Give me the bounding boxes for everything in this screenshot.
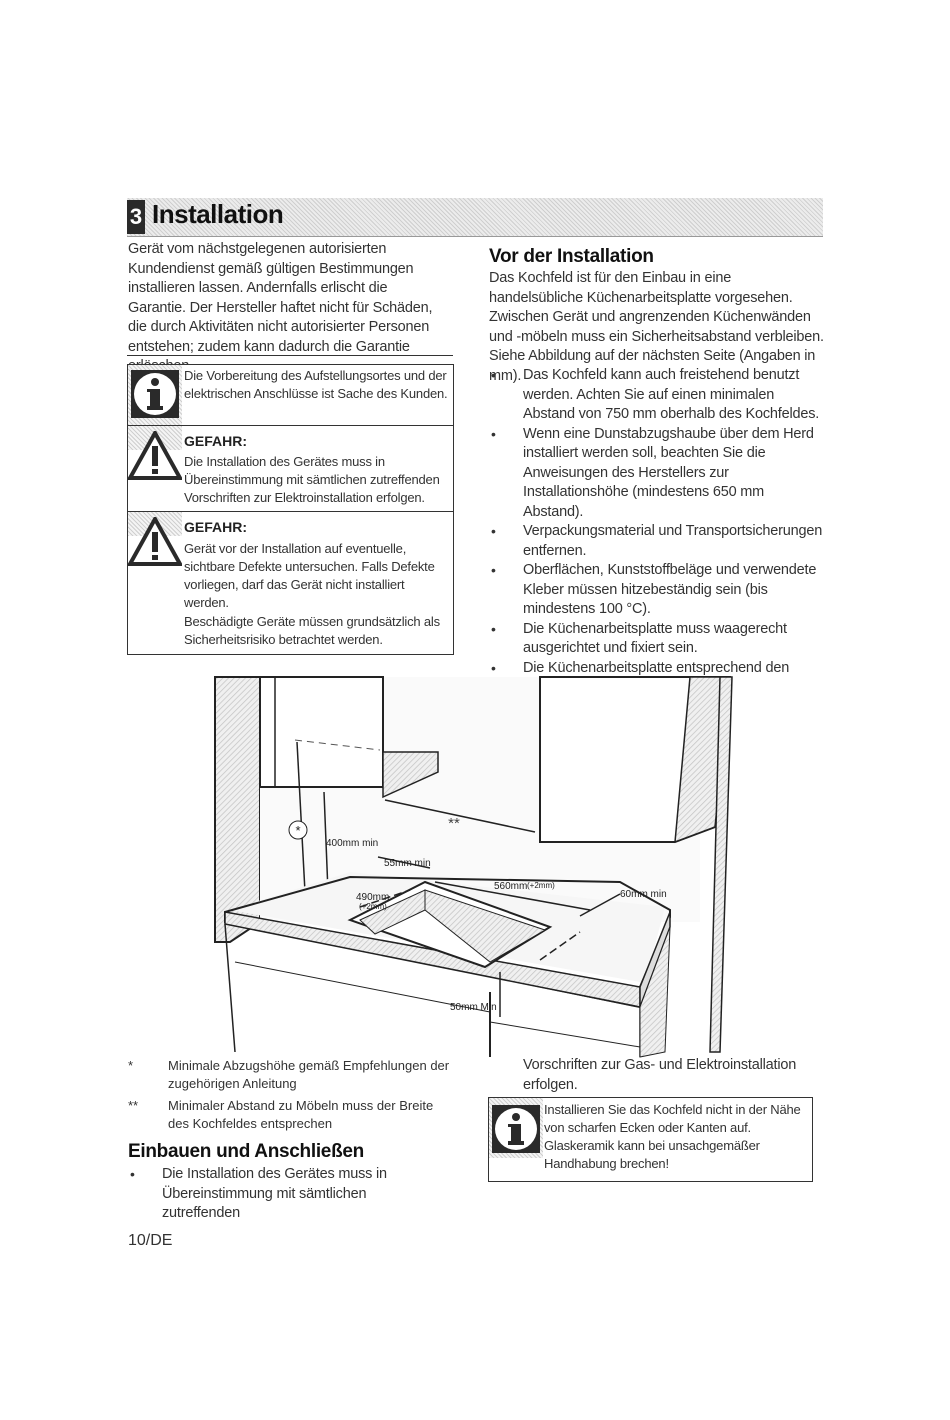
info-icon: [131, 370, 179, 418]
einbauen-continued: Vorschriften zur Gas- und Elektroinstallation erfolgen.: [523, 1057, 797, 1093]
dim-560-label: 560mm: [494, 881, 528, 892]
list-item: • Verpackungsmaterial und Transportsicherungen entfernen.: [489, 522, 827, 561]
dim-490-tolerance: (+2mm): [359, 902, 387, 911]
vor-installation-list: [489, 366, 827, 698]
dim-dstar-label: **: [448, 815, 460, 832]
divider: [127, 355, 453, 356]
warning1-title: GEFAHR:: [184, 433, 247, 449]
dim-60-label: 60mm min: [620, 889, 667, 900]
list-item: • Das Kochfeld kann auch freistehend benutzt werden. Achten Sie auf einen minimalen Abstand von 750 mm oberhalb des Kochfeldes.: [489, 366, 827, 425]
warning-triangle-icon: [128, 431, 182, 481]
list-item: • Wenn eine Dunstabzugshaube über dem Herd installiert werden soll, beachten Sie die Anweisungen des Herstellers zur Installationshöhe (mindestens 650 mm Abstand).: [489, 425, 827, 523]
dim-star-label: *: [295, 823, 301, 838]
info1-text: Die Vorbereitung des Aufstellungsortes und der elektrischen Anschlüsse ist Sache des Kunden.: [184, 368, 448, 401]
footnote-mark: *: [128, 1058, 134, 1073]
warning2-text1: Gerät vor der Installation auf eventuelle, sichtbare Defekte untersuchen. Falls Defekte vorliegen, darf das Gerät nicht installiert werden.: [184, 541, 435, 610]
list-item: • Die Installation des Gerätes muss in Übereinstimmung mit sämtlichen zutreffenden: [128, 1165, 448, 1224]
list-item: • Oberflächen, Kunststoffbeläge und verwendete Kleber müssen hitzebeständig sein (bis mindestens 100 °C).: [489, 561, 827, 620]
footnote-text: Minimaler Abstand zu Möbeln muss der Breite des Kochfeldes entsprechen: [168, 1098, 434, 1131]
vor-installation-intro: Das Kochfeld ist für den Einbau in eine handelsübliche Küchenarbeitsplatte vorgesehen. Zwischen Gerät und angrenzenden Küchenwänden und -möbeln muss ein Sicherheitsabstand verbleiben. Siehe Abbildung auf der nächsten Seite (Angaben in mm).: [489, 270, 824, 384]
dim-490-label: 490mm: [356, 892, 390, 903]
left-intro-paragraph: Gerät vom nächstgelegenen autorisierten Kundendienst gemäß gültigen Bestimmungen installieren lassen. Andernfalls erlischt die Garantie. Der Hersteller haftet nicht für Schäden, die durch Aktivitäten nicht autorisierter Personen entstehen; zudem kann dadurch die Garantie: [128, 241, 433, 355]
info2-text: Installieren Sie das Kochfeld nicht in der Nähe von scharfen Ecken oder Kanten auf. Glaskeramik kann bei unsachgemäßer Handhabung brechen!: [544, 1102, 801, 1171]
footnote-text: Minimale Abzugshöhe gemäß Empfehlungen der zugehörigen Anleitung: [168, 1058, 450, 1091]
info2-box: [488, 1097, 813, 1182]
list-item: • Die Küchenarbeitsplatte muss waagerecht ausgerichtet und fixiert sein.: [489, 620, 827, 659]
dim-560-tolerance: (+2mm): [527, 881, 555, 890]
footnote-mark: **: [128, 1098, 139, 1113]
vor-installation-heading: Vor der Installation: [489, 246, 654, 267]
chapter-title: Installation: [152, 199, 284, 229]
info-icon: [492, 1105, 540, 1153]
chapter-number: 3: [127, 200, 145, 234]
warning2-title: GEFAHR:: [184, 519, 247, 535]
einbauen-heading: Einbauen und Anschließen: [128, 1141, 364, 1162]
einbauen-list: [128, 1165, 448, 1224]
page-number: 10/DE: [128, 1232, 173, 1249]
list-item: • Die Küchenarbeitsplatte entsprechend den: [489, 659, 827, 698]
warning2-text2: Beschädigte Geräte müssen grundsätzlich als Sicherheitsrisiko betrachtet werden.: [184, 614, 440, 647]
notes-box: [127, 364, 454, 655]
installation-diagram: [200, 672, 760, 1062]
dim-400-label: 400mm min: [326, 838, 379, 849]
warning1-text: Die Installation des Gerätes muss in Übereinstimmung mit sämtlichen zutreffenden Vorschriften zur Elektroinstallation erfolgen.: [184, 454, 440, 505]
dim-50-label: 50mm Min: [450, 1002, 497, 1013]
warning-triangle-icon: [128, 517, 182, 567]
dim-55-label: 55mm min: [384, 858, 431, 869]
